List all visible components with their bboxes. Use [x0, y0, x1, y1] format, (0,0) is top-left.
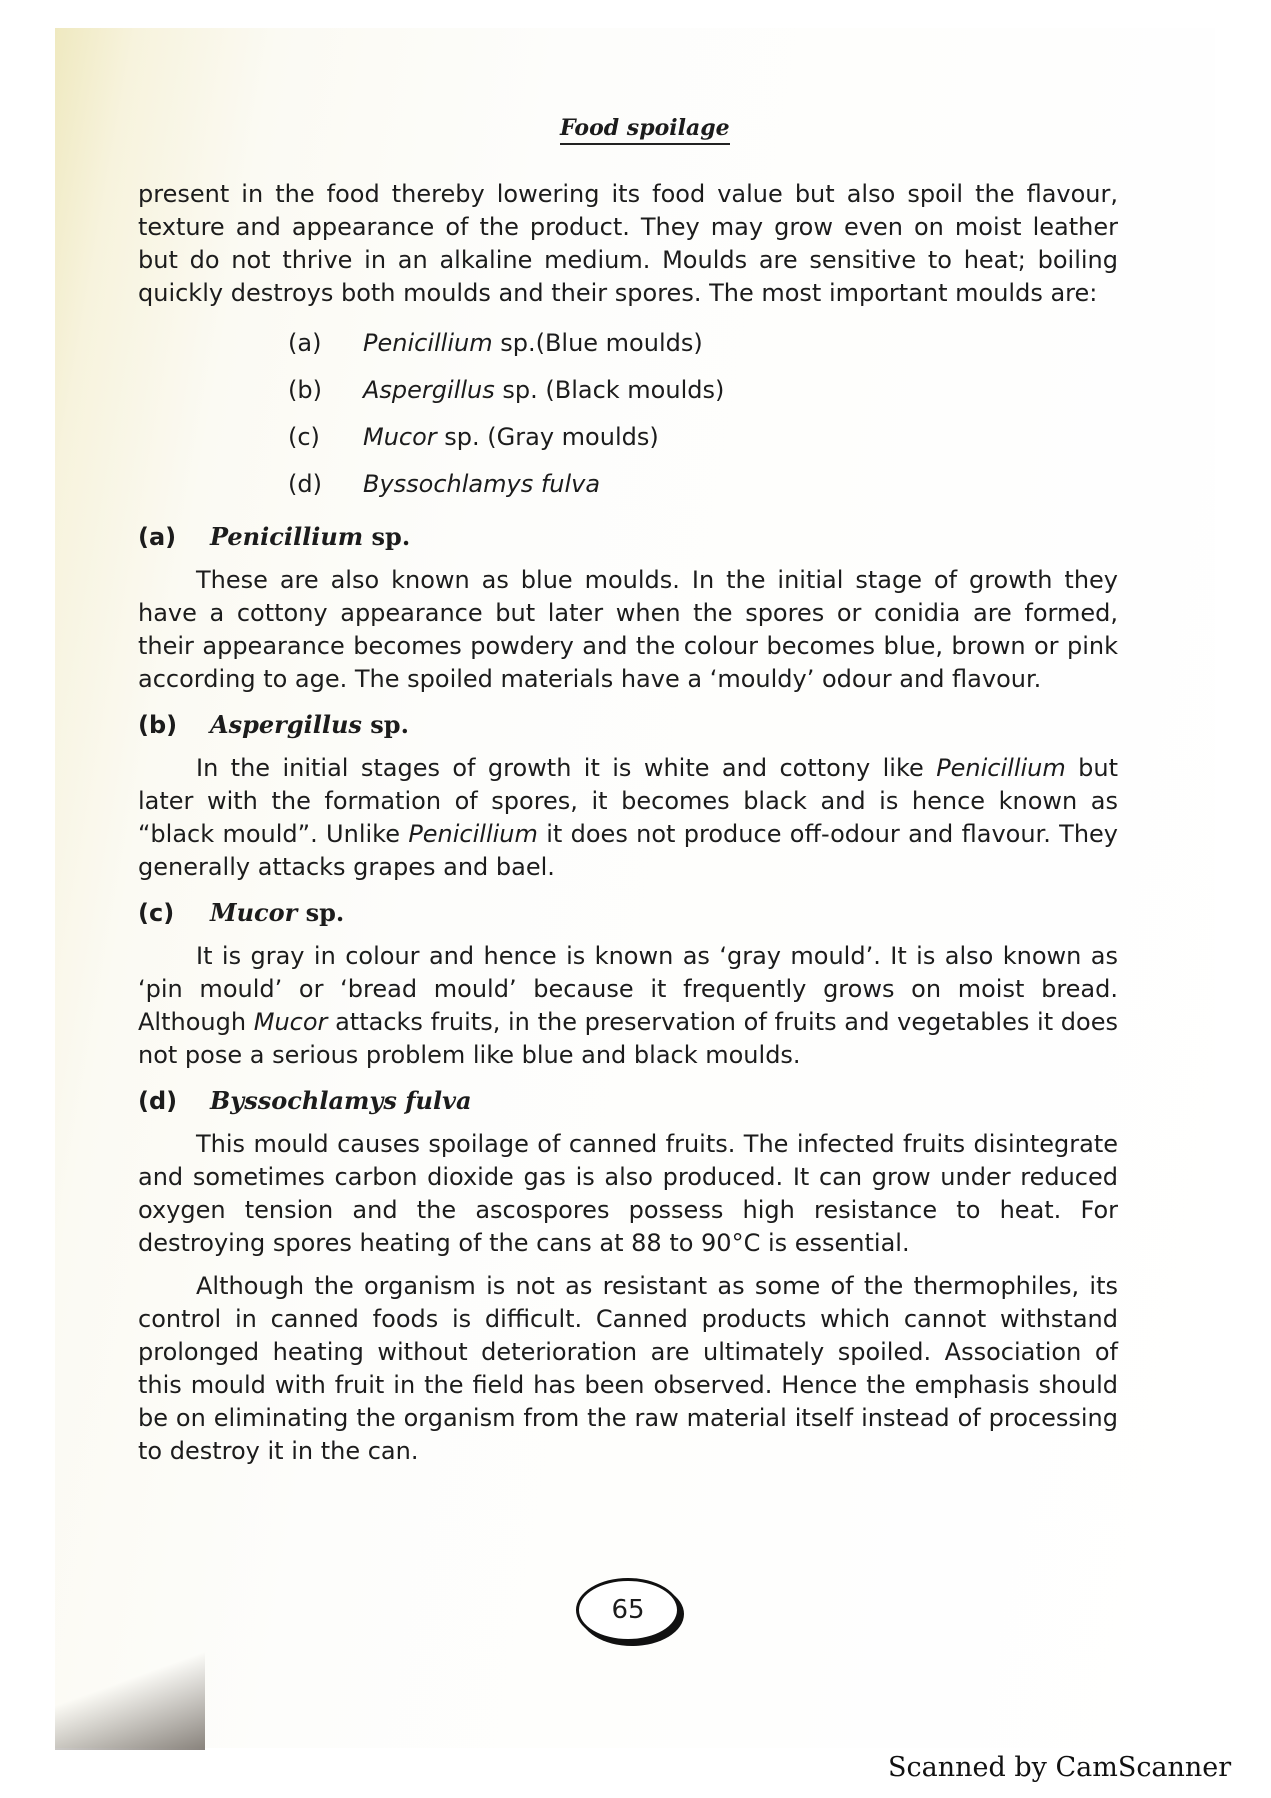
- page-curl-shadow: [55, 1640, 205, 1750]
- list-marker: (a): [288, 329, 322, 357]
- byssochlamys-paragraph-1: This mould causes spoilage of canned fruits. The infected fruits disintegrate and sometimes carbon dioxide gas is also produced. It can grow under reduced oxygen tension and the ascospores possess high resistance to heat. For destroying spores heating of the cans at 88 to 90°C is essential.: [138, 1130, 1118, 1257]
- list-item-text: sp. (Black moulds): [494, 376, 725, 404]
- list-item: [288, 461, 1118, 508]
- section-heading-mucor: [138, 896, 1118, 930]
- section-marker: (c): [138, 899, 175, 927]
- species-name: Penicillium: [408, 820, 538, 848]
- section-heading-byssochlamys: [138, 1084, 1118, 1118]
- list-item-text: sp.(Blue moulds): [492, 329, 703, 357]
- list-item: [288, 320, 1118, 367]
- section-title-suffix: sp.: [361, 710, 409, 739]
- species-name: Aspergillus: [363, 376, 495, 404]
- species-name: Mucor: [363, 423, 437, 451]
- list-item-text: sp. (Gray moulds): [436, 423, 659, 451]
- mucor-paragraph: [138, 940, 1118, 1072]
- list-marker: (d): [288, 470, 322, 498]
- text-run: attacks fruits, in the preservation of fruits and vegetables it does not pose a serious problem like blue and black moulds.: [138, 1008, 1118, 1069]
- section-title-species: Aspergillus: [210, 710, 362, 739]
- species-name: Byssochlamys fulva: [363, 470, 601, 498]
- section-marker: (a): [138, 523, 177, 551]
- text-run: In the initial stages of growth it is white and cottony like: [196, 754, 937, 782]
- text-run: but later with the formation of spores, it becomes black and is hence known as “black mould”. Unlike: [138, 754, 1119, 848]
- scanner-watermark: Scanned by CamScanner: [888, 1752, 1232, 1783]
- byssochlamys-paragraph-2: Although the organism is not as resistant as some of the thermophiles, its control in canned foods is difficult. Canned products which cannot withstand prolonged heating without deterioration are ultimately spoiled. Association of this mould with fruit in the field has been observed. Hence the emphasis should be on eliminating the organism from the raw material itself instead of processing to destroy it in the can.: [138, 1272, 1118, 1465]
- running-head: Food spoilage: [560, 115, 730, 145]
- mould-list: [288, 320, 1118, 508]
- page-body: [138, 178, 1118, 1478]
- penicillium-paragraph: These are also known as blue moulds. In the initial stage of growth they have a cottony appearance but later when the spores or conidia are formed, their appearance becomes powdery and the colour becomes blue, brown or pink according to age. The spoiled materials have a ‘mouldy’ odour and flavour.: [138, 566, 1118, 693]
- section-heading-aspergillus: [138, 708, 1118, 742]
- list-item: [288, 414, 1118, 461]
- species-name: Mucor: [253, 1008, 328, 1036]
- section-marker: (d): [138, 1087, 178, 1115]
- species-name: Penicillium: [363, 329, 493, 357]
- section-heading-penicillium: [138, 520, 1118, 554]
- list-marker: (b): [288, 376, 322, 404]
- section-title-suffix: sp.: [297, 898, 345, 927]
- section-title-species: Mucor: [210, 898, 298, 927]
- section-title-suffix: sp.: [363, 522, 411, 551]
- text-run: it does not produce off-odour and flavour. They generally attacks grapes and bael.: [138, 820, 1119, 881]
- aspergillus-paragraph: [138, 752, 1118, 884]
- list-item: [288, 367, 1118, 414]
- list-marker: (c): [288, 423, 320, 451]
- text-run: It is gray in colour and hence is known as ‘gray mould’. It is also known as ‘pin mould’ or ‘bread mould’ because it frequently grows on moist bread. Although: [138, 942, 1118, 1036]
- page-number: 65: [576, 1578, 680, 1642]
- species-name: Penicillium: [936, 754, 1066, 782]
- section-title-species: Penicillium: [210, 522, 364, 551]
- section-title-species: Byssochlamys fulva: [210, 1086, 472, 1115]
- section-marker: (b): [138, 711, 178, 739]
- intro-paragraph: present in the food thereby lowering its food value but also spoil the flavour, texture and appearance of the product. They may grow even on moist leather but do not thrive in an alkaline medium. Moulds are sensitive to heat; boiling quickly destroys both moulds and their spores. The most important moulds are:: [138, 180, 1118, 307]
